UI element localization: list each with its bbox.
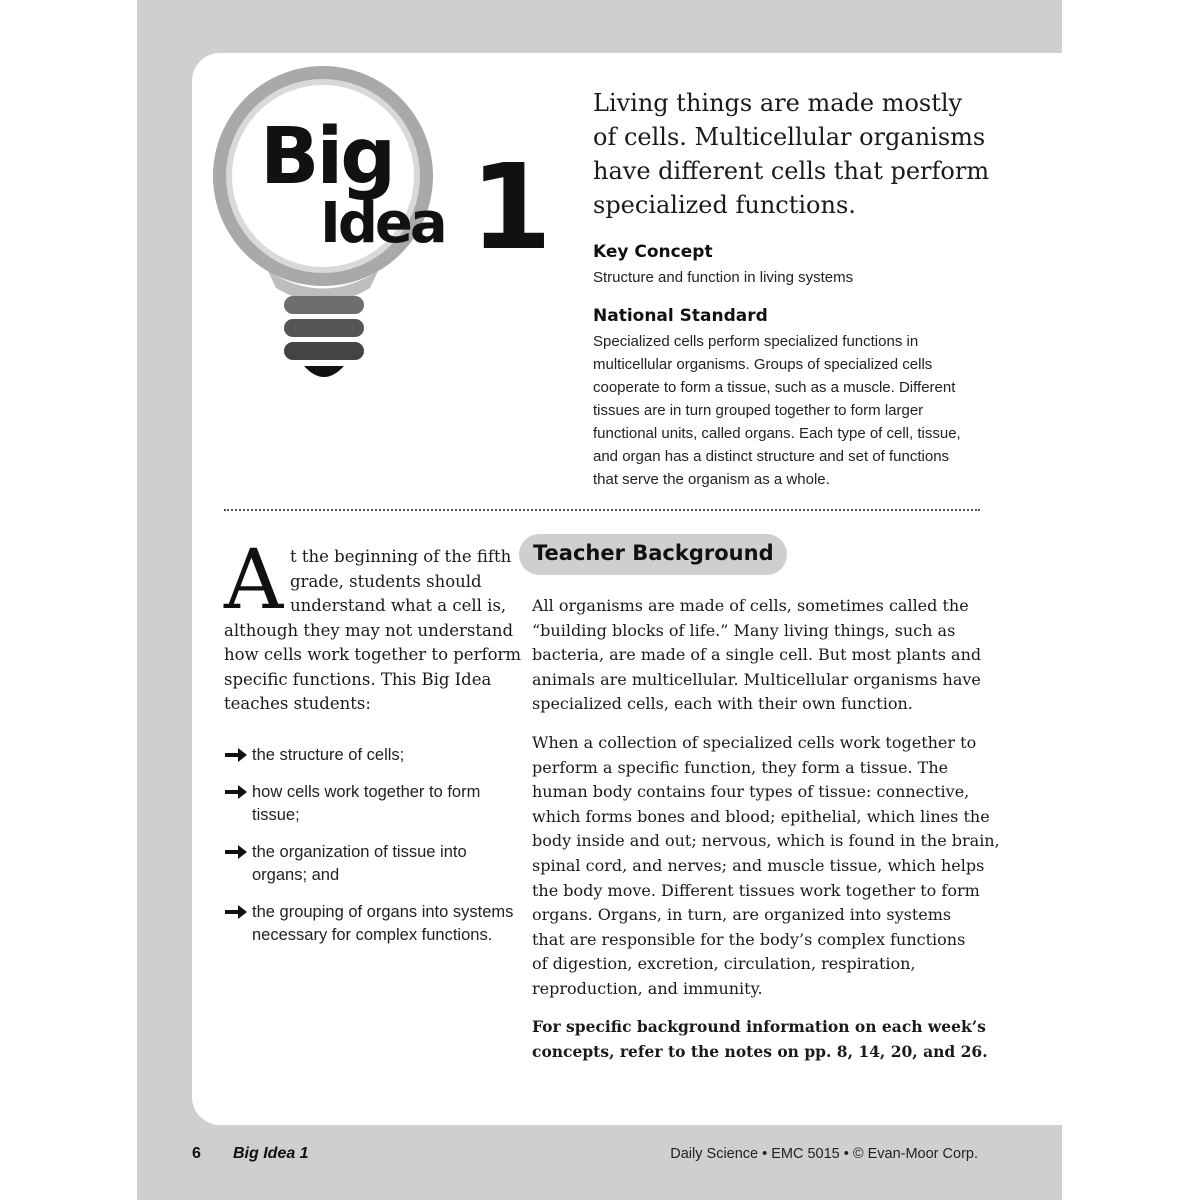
list-item xyxy=(224,901,514,947)
paragraph-line: reproduction, and immunity. xyxy=(532,978,763,998)
intro-line: of cells. Multicellular organisms xyxy=(593,123,986,151)
arrow-right-icon xyxy=(224,844,248,860)
teacher-background-note xyxy=(532,1015,988,1064)
paragraph-line: spinal cord, and nerves; and muscle tissue, which helps xyxy=(532,855,985,875)
lead-paragraph xyxy=(224,545,522,717)
note-line: For specific background information on each week’s xyxy=(532,1017,986,1036)
badge-idea-text: Idea xyxy=(320,191,445,256)
teacher-background-paragraph-2 xyxy=(532,731,1000,1002)
paragraph-line: which forms bones and blood; epithelial, which lines the xyxy=(532,806,990,826)
standard-line: cooperate to form a tissue, such as a muscle. Different xyxy=(593,379,956,396)
list-item-text: the grouping of organs into systems necessary for complex functions. xyxy=(252,903,514,944)
arrow-right-icon xyxy=(224,784,248,800)
key-concept-heading: Key Concept xyxy=(593,242,713,262)
paragraph-line: animals are multicellular. Multicellular organisms have xyxy=(532,669,981,689)
key-concept-text: Structure and function in living systems xyxy=(593,269,854,286)
intro-statement xyxy=(593,86,993,222)
drop-cap: A xyxy=(224,533,284,628)
standard-line: and organ has a distinct structure and set of functions xyxy=(593,448,950,465)
paragraph-line: specialized cells, each with their own function. xyxy=(532,694,913,714)
arrow-right-icon xyxy=(224,747,248,763)
intro-line: specialized functions. xyxy=(593,191,856,219)
national-standard-text xyxy=(593,330,983,491)
paragraph-line: “building blocks of life.” Many living things, such as xyxy=(532,620,956,640)
badge-big-text: Big xyxy=(260,112,394,202)
footer-credit: Daily Science • EMC 5015 • © Evan-Moor Corp. xyxy=(670,1146,978,1162)
lead-line: teaches students: xyxy=(224,694,371,713)
paragraph-line: body inside and out; nervous, which is found in the brain, xyxy=(532,831,1000,851)
paragraph-line: bacteria, are made of a single cell. But most plants and xyxy=(532,645,982,665)
list-item-text: the structure of cells; xyxy=(252,746,405,764)
list-item xyxy=(224,781,514,827)
paragraph-line: organs. Organs, in turn, are organized into systems xyxy=(532,905,952,925)
standard-line: multicellular organisms. Groups of specialized cells xyxy=(593,356,933,373)
objectives-list xyxy=(224,744,514,961)
paragraph-line: the body move. Different tissues work together to form xyxy=(532,880,980,900)
paragraph-line: human body contains four types of tissue: connective, xyxy=(532,782,970,802)
page-number: 6 xyxy=(192,1145,201,1162)
paragraph-line: All organisms are made of cells, sometimes called the xyxy=(532,596,969,615)
list-item-text: the organization of tissue into organs; and xyxy=(252,843,467,884)
list-item-text: how cells work together to form tissue; xyxy=(252,783,481,824)
lead-line: although they may not understand xyxy=(224,620,514,640)
national-standard-heading: National Standard xyxy=(593,306,768,326)
lead-line: specific functions. This Big Idea xyxy=(224,669,492,689)
teacher-background-paragraph-1 xyxy=(532,594,982,717)
lead-line: t the beginning of the fifth xyxy=(290,547,512,566)
standard-line: that serve the organism as a whole. xyxy=(593,471,830,488)
paragraph-line: perform a specific function, they form a tissue. The xyxy=(532,757,949,777)
standard-line: tissues are in turn grouped together to form larger xyxy=(593,402,924,419)
standard-line: functional units, called organs. Each type of cell, tissue, xyxy=(593,425,961,442)
teacher-background-title: Teacher Background xyxy=(533,541,774,565)
intro-line: have different cells that perform xyxy=(593,157,990,185)
list-item xyxy=(224,744,514,767)
lead-line: how cells work together to perform xyxy=(224,645,522,664)
lead-line: grade, students should xyxy=(290,571,482,591)
footer-section-title: Big Idea 1 xyxy=(233,1145,309,1162)
dotted-divider xyxy=(224,509,980,511)
paragraph-line: of digestion, excretion, circulation, respiration, xyxy=(532,954,916,974)
arrow-right-icon xyxy=(224,904,248,920)
paragraph-line: that are responsible for the body’s complex functions xyxy=(532,929,966,949)
lead-line: understand what a cell is, xyxy=(290,596,507,615)
note-line: concepts, refer to the notes on pp. 8, 14, 20, and 26. xyxy=(532,1041,988,1061)
badge-number: 1 xyxy=(470,138,553,276)
standard-line: Specialized cells perform specialized functions in xyxy=(593,333,919,350)
list-item xyxy=(224,841,514,887)
paragraph-line: When a collection of specialized cells work together to xyxy=(532,733,977,752)
intro-line: Living things are made mostly xyxy=(593,89,963,117)
